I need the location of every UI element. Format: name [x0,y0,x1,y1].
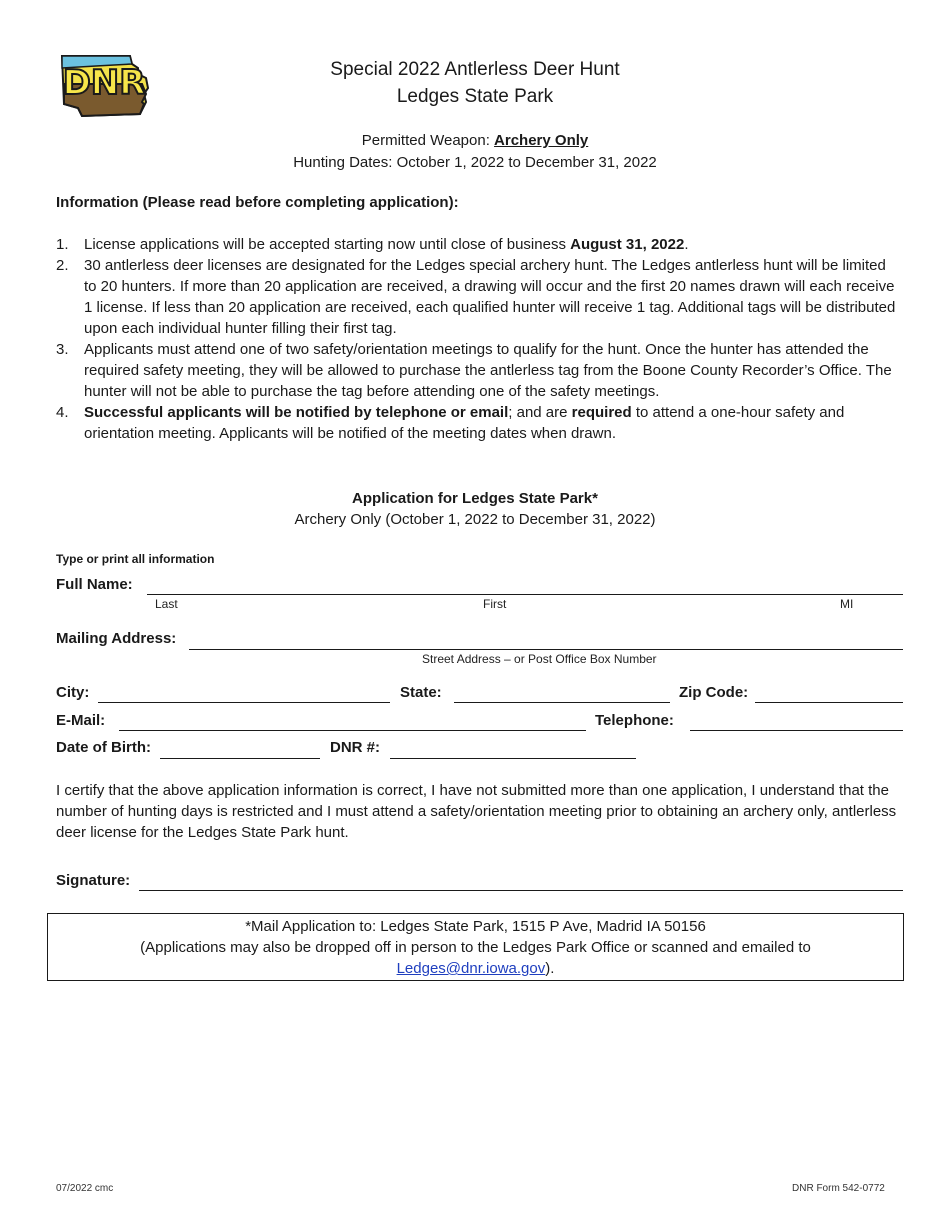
mi-caption: MI [840,597,854,611]
email-field[interactable] [119,730,586,731]
telephone-label: Telephone: [595,712,674,729]
full-name-label: Full Name: [56,576,133,593]
state-label: State: [400,684,442,701]
dob-label: Date of Birth: [56,739,151,756]
city-field[interactable] [98,702,390,703]
mail-instructions-box [47,913,904,981]
item-number: 2. [56,257,69,274]
full-name-field[interactable] [147,594,903,595]
page-subtitle: Ledges State Park [396,86,554,107]
item-text: to attend a one-hour safety and orientation meeting. Applicants will be notified of the meeting dates when drawn. [84,404,845,442]
footer-date-code: 07/2022 cmc [56,1183,114,1194]
permitted-weapon [0,130,950,152]
closing-punctuation: ). [545,960,555,977]
page-title: Special 2022 Antlerless Deer Hunt [330,59,620,80]
signature-label: Signature: [56,872,131,889]
mail-address-line: *Mail Application to: Ledges State Park, 1515 P Ave, Madrid IA 50156 [245,918,706,935]
email-label: E-Mail: [56,712,106,729]
last-caption: Last [155,597,178,611]
hunting-dates: Hunting Dates: October 1, 2022 to December 31, 2022 [293,154,657,171]
list-item [56,402,896,444]
email-link[interactable]: Ledges@dnr.iowa.gov [396,960,546,977]
mail-email-line [48,958,903,979]
instruction-text: Type or print all information [56,552,215,566]
deadline-date: August 31, 2022 [570,236,685,253]
item-bold-text: required [571,404,632,421]
item-text: License applications will be accepted starting now until close of business [84,236,571,253]
item-number: 3. [56,341,69,358]
certification-text: I certify that the above application information is correct, I have not submitted more than one application, I understand that the number of hunting days is restricted and I must attend a safety/orientation meeting prior to obtaining an archery only, antlerless deer license for the Ledges State Park hunt. [56,782,897,841]
list-item [56,255,896,339]
item-text: Applicants must attend one of two safety/orientation meetings to qualify for the hunt. Once the hunter has attended the required safety meeting, they will be allowed to purchase the antlerless tag from the Boone County Recorder’s Office. The hunter will not be able to purchase the tag before attending one of the safety meetings. [84,341,892,400]
address-caption: Street Address – or Post Office Box Number [422,652,657,666]
signature-field[interactable] [139,890,903,891]
list-item [56,234,896,255]
application-subtitle: Archery Only (October 1, 2022 to December 31, 2022) [294,511,656,528]
footer-form-number: DNR Form 542-0772 [792,1183,885,1194]
item-number: 1. [56,236,69,253]
svg-text:DNR: DNR [62,63,146,103]
weapon-value: Archery Only [494,132,589,149]
dob-field[interactable] [160,758,320,759]
state-field[interactable] [454,702,670,703]
city-label: City: [56,684,90,701]
list-item [56,339,896,402]
item-text: ; and are [508,404,572,421]
info-heading: Information (Please read before completing application): [56,194,459,211]
mailing-address-field[interactable] [189,649,903,650]
weapon-label: Permitted Weapon: [361,132,495,149]
mail-dropoff-line: (Applications may also be dropped off in person to the Ledges Park Office or scanned and emailed to [140,939,811,956]
dnr-number-label: DNR #: [330,739,381,756]
telephone-field[interactable] [690,730,903,731]
zip-field[interactable] [755,702,903,703]
zip-label: Zip Code: [679,684,749,701]
first-caption: First [483,597,507,611]
item-number: 4. [56,404,69,421]
info-list [56,234,896,444]
item-text: 30 antlerless deer licenses are designated for the Ledges special archery hunt. The Ledges antlerless hunt will be limited to 20 hunters. If more than 20 application are received, a drawing will occur and the first 20 names drawn will each receive 1 license. If less than 20 application are received, each qualified hunter will receive 1 tag. Additional tags will be distributed upon each individual hunter filling their first tag. [84,257,896,337]
mailing-address-label: Mailing Address: [56,630,177,647]
application-title: Application for Ledges State Park* [352,490,598,507]
item-bold-text: Successful applicants will be notified by telephone or email [84,404,509,421]
dnr-number-field[interactable] [390,758,636,759]
item-text: . [684,236,689,253]
